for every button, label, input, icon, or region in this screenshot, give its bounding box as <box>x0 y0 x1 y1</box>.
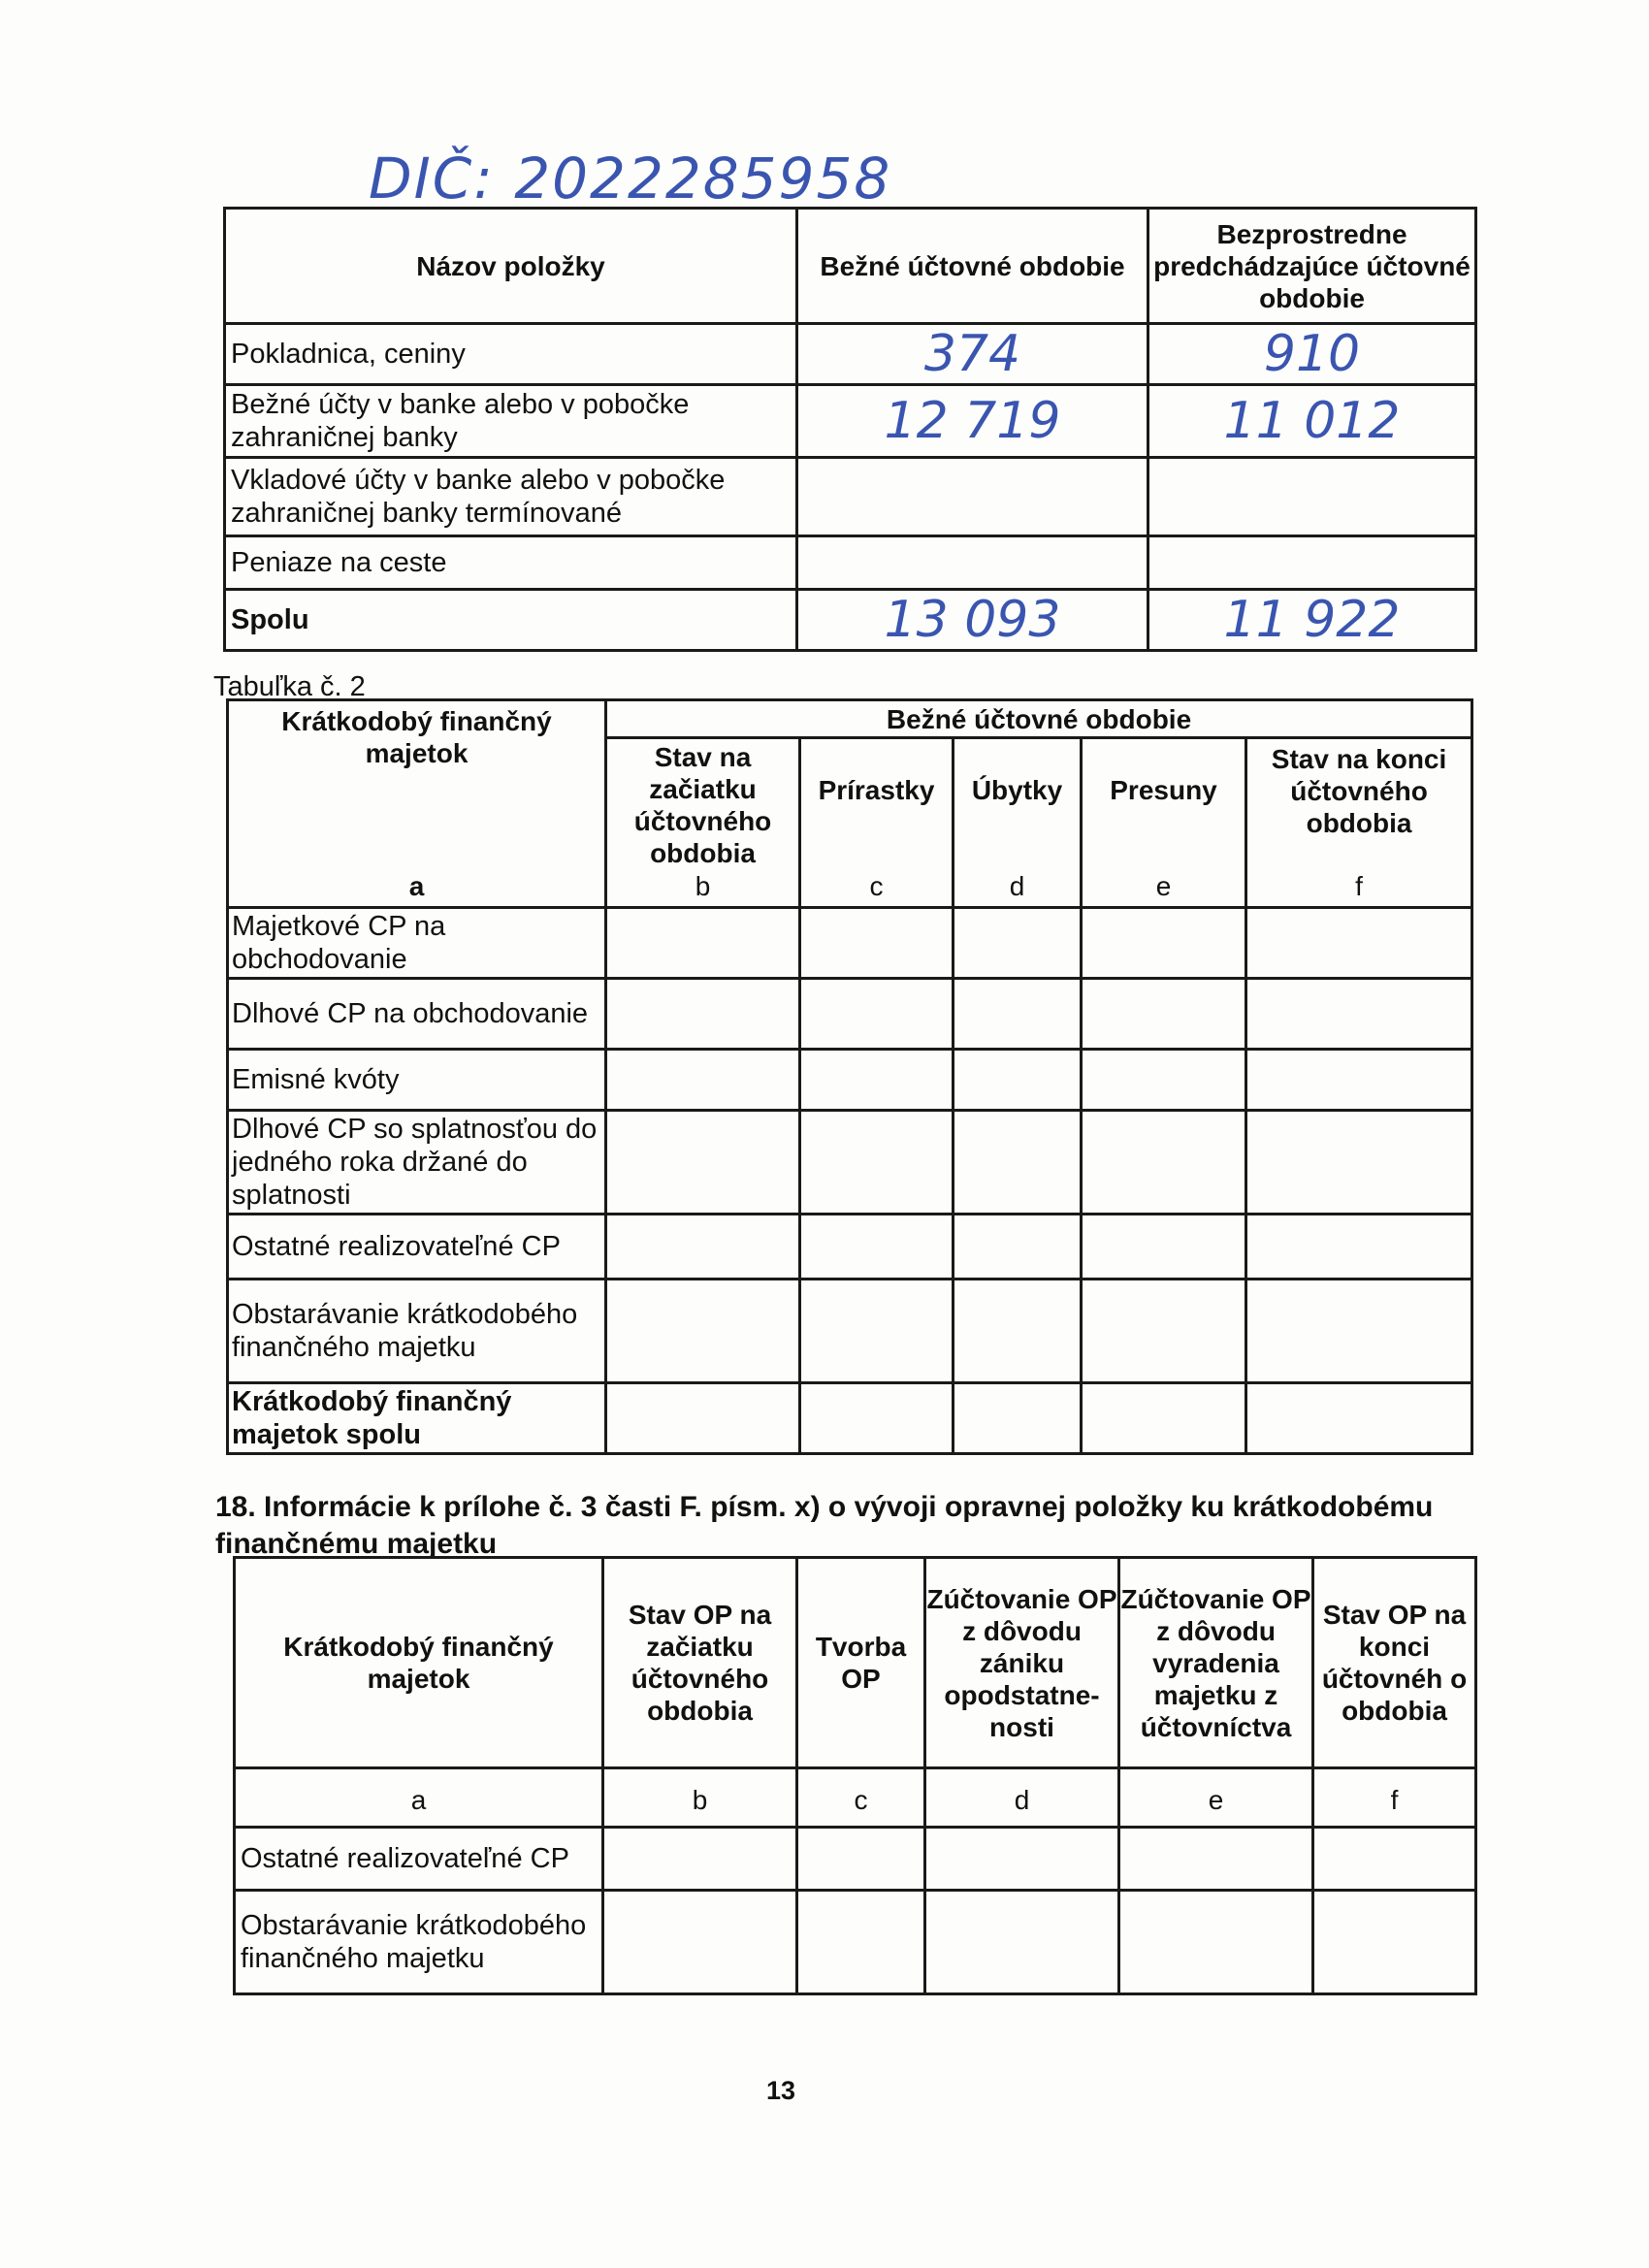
cell <box>954 1280 1082 1383</box>
cell <box>1082 1111 1246 1215</box>
cell <box>797 1891 925 1994</box>
cell <box>1119 1891 1313 1994</box>
short-term-financial-assets-table <box>226 698 1473 1455</box>
header-closing-allowance: Stav OP na konci účtovnéh o obdobia <box>1313 1558 1476 1768</box>
row-label: Obstarávanie krátkodobého finančného majetku <box>228 1280 606 1383</box>
table-row <box>228 1050 1472 1111</box>
table-header-row <box>228 700 1472 738</box>
header-disposals-label: Úbytky <box>971 775 1063 805</box>
current-value: 374 <box>797 324 1148 385</box>
cell <box>1082 1383 1246 1454</box>
column-letter-d: d <box>925 1768 1119 1828</box>
cell <box>800 979 954 1050</box>
cell <box>925 1891 1119 1994</box>
header-reversal-obsolescence: Zúčtovanie OP z dôvodu zániku opodstatne- nosti <box>925 1558 1119 1768</box>
cell <box>1246 908 1472 979</box>
header-asset-type: Krátkodobý finančný majetok <box>235 1558 603 1768</box>
cell <box>603 1828 797 1891</box>
row-label: Dlhové CP na obchodovanie <box>228 979 606 1050</box>
previous-value <box>1148 536 1476 590</box>
cell <box>954 1383 1082 1454</box>
cell <box>954 908 1082 979</box>
row-label: Peniaze na ceste <box>225 536 797 590</box>
header-item-name: Názov položky <box>225 209 797 324</box>
cell <box>800 908 954 979</box>
table-row-total <box>225 590 1476 651</box>
current-value: 12 719 <box>797 385 1148 458</box>
row-label: Dlhové CP so splatnosťou do jedného roka držané do splatnosti <box>228 1111 606 1215</box>
column-letter-e: e <box>1155 871 1172 901</box>
page-number: 13 <box>766 2076 796 2105</box>
table-row <box>225 385 1476 458</box>
row-label: Obstarávanie krátkodobého finančného majetku <box>235 1891 603 1994</box>
header-asset-type-label: Krátkodobý finančný majetok <box>281 706 552 768</box>
cell <box>1313 1828 1476 1891</box>
cell <box>1119 1828 1313 1891</box>
cell <box>800 1111 954 1215</box>
cell <box>954 1050 1082 1111</box>
row-label: Majetkové CP na obchodovanie <box>228 908 606 979</box>
table-header-row <box>225 209 1476 324</box>
cell <box>1246 1383 1472 1454</box>
cell <box>606 1050 800 1111</box>
column-letter-c: c <box>797 1768 925 1828</box>
column-letter-a: a <box>408 871 425 901</box>
cell <box>954 1111 1082 1215</box>
cell <box>606 1215 800 1280</box>
cell <box>1246 1050 1472 1111</box>
column-letter-c: c <box>869 871 884 901</box>
cell <box>606 908 800 979</box>
header-opening-balance-label: Stav na začiatku účtovného obdobia <box>633 742 772 868</box>
handwritten-tax-id: DIČ: 2022285958 <box>369 146 892 211</box>
previous-value: 11 012 <box>1148 385 1476 458</box>
header-reversal-disposal: Zúčtovanie OP z dôvodu vyradenia majetku z účtovníctva <box>1119 1558 1313 1768</box>
cell <box>1082 908 1246 979</box>
cell <box>1313 1891 1476 1994</box>
header-closing-balance-label: Stav na konci účtovného obdobia <box>1271 744 1447 838</box>
cell <box>954 1215 1082 1280</box>
table2-caption: Tabuľka č. 2 <box>213 671 366 702</box>
header-current-period: Bežné účtovné obdobie <box>606 700 1472 738</box>
header-transfers <box>1082 738 1246 908</box>
row-label: Pokladnica, ceniny <box>225 324 797 385</box>
cell <box>954 979 1082 1050</box>
cell <box>1082 1280 1246 1383</box>
row-label: Emisné kvóty <box>228 1050 606 1111</box>
cell <box>800 1050 954 1111</box>
cell <box>606 1383 800 1454</box>
header-closing-balance <box>1246 738 1472 908</box>
table-row <box>235 1828 1476 1891</box>
column-letter-f: f <box>1313 1768 1476 1828</box>
previous-value: 910 <box>1148 324 1476 385</box>
row-label: Spolu <box>225 590 797 651</box>
cell <box>800 1280 954 1383</box>
table-row <box>225 324 1476 385</box>
column-letter-a: a <box>235 1768 603 1828</box>
table-row-total <box>228 1383 1472 1454</box>
table-row <box>225 458 1476 536</box>
column-letter-b: b <box>603 1768 797 1828</box>
row-label: Vkladové účty v banke alebo v pobočke zahraničnej banky termínované <box>225 458 797 536</box>
header-additions <box>800 738 954 908</box>
section-18-heading: 18. Informácie k prílohe č. 3 časti F. písm. x) o vývoji opravnej položky ku krátkodobému finančnému majetku <box>215 1491 1434 1560</box>
cell <box>800 1215 954 1280</box>
header-transfers-label: Presuny <box>1110 775 1217 805</box>
column-letter-d: d <box>1009 871 1025 901</box>
table-row <box>228 908 1472 979</box>
column-letter-b: b <box>695 871 711 901</box>
table-row <box>228 1111 1472 1215</box>
header-opening-allowance: Stav OP na začiatku účtovného obdobia <box>603 1558 797 1768</box>
header-asset-type <box>228 700 606 908</box>
row-label: Bežné účty v banke alebo v pobočke zahraničnej banky <box>225 385 797 458</box>
previous-value: 11 922 <box>1148 590 1476 651</box>
cell <box>800 1383 954 1454</box>
cash-table <box>223 207 1477 652</box>
row-label: Krátkodobý finančný majetok spolu <box>228 1383 606 1454</box>
cell <box>603 1891 797 1994</box>
header-additions-label: Prírastky <box>818 775 935 805</box>
cell <box>606 1111 800 1215</box>
table-letter-row <box>235 1768 1476 1828</box>
table-row <box>228 1215 1472 1280</box>
header-current-period: Bežné účtovné obdobie <box>797 209 1148 324</box>
cell <box>1082 1215 1246 1280</box>
cell <box>1082 1050 1246 1111</box>
cell <box>1246 1215 1472 1280</box>
cell <box>797 1828 925 1891</box>
header-disposals <box>954 738 1082 908</box>
table-row <box>228 1280 1472 1383</box>
row-label: Ostatné realizovateľné CP <box>228 1215 606 1280</box>
cell <box>1246 1280 1472 1383</box>
column-letter-e: e <box>1119 1768 1313 1828</box>
table-row <box>228 979 1472 1050</box>
header-opening-balance <box>606 738 800 908</box>
valuation-allowance-table <box>233 1556 1477 1995</box>
cell <box>1246 979 1472 1050</box>
cell <box>1246 1111 1472 1215</box>
row-label: Ostatné realizovateľné CP <box>235 1828 603 1891</box>
current-value <box>797 536 1148 590</box>
cell <box>606 1280 800 1383</box>
header-allowance-creation: Tvorba OP <box>797 1558 925 1768</box>
cell <box>925 1828 1119 1891</box>
current-value <box>797 458 1148 536</box>
table-row <box>235 1891 1476 1994</box>
previous-value <box>1148 458 1476 536</box>
cell <box>606 979 800 1050</box>
table-header-row <box>235 1558 1476 1768</box>
cell <box>1082 979 1246 1050</box>
column-letter-f: f <box>1355 871 1363 901</box>
current-value: 13 093 <box>797 590 1148 651</box>
table-row <box>225 536 1476 590</box>
header-previous-period: Bezprostredne predchádzajúce účtovné obdobie <box>1148 209 1476 324</box>
